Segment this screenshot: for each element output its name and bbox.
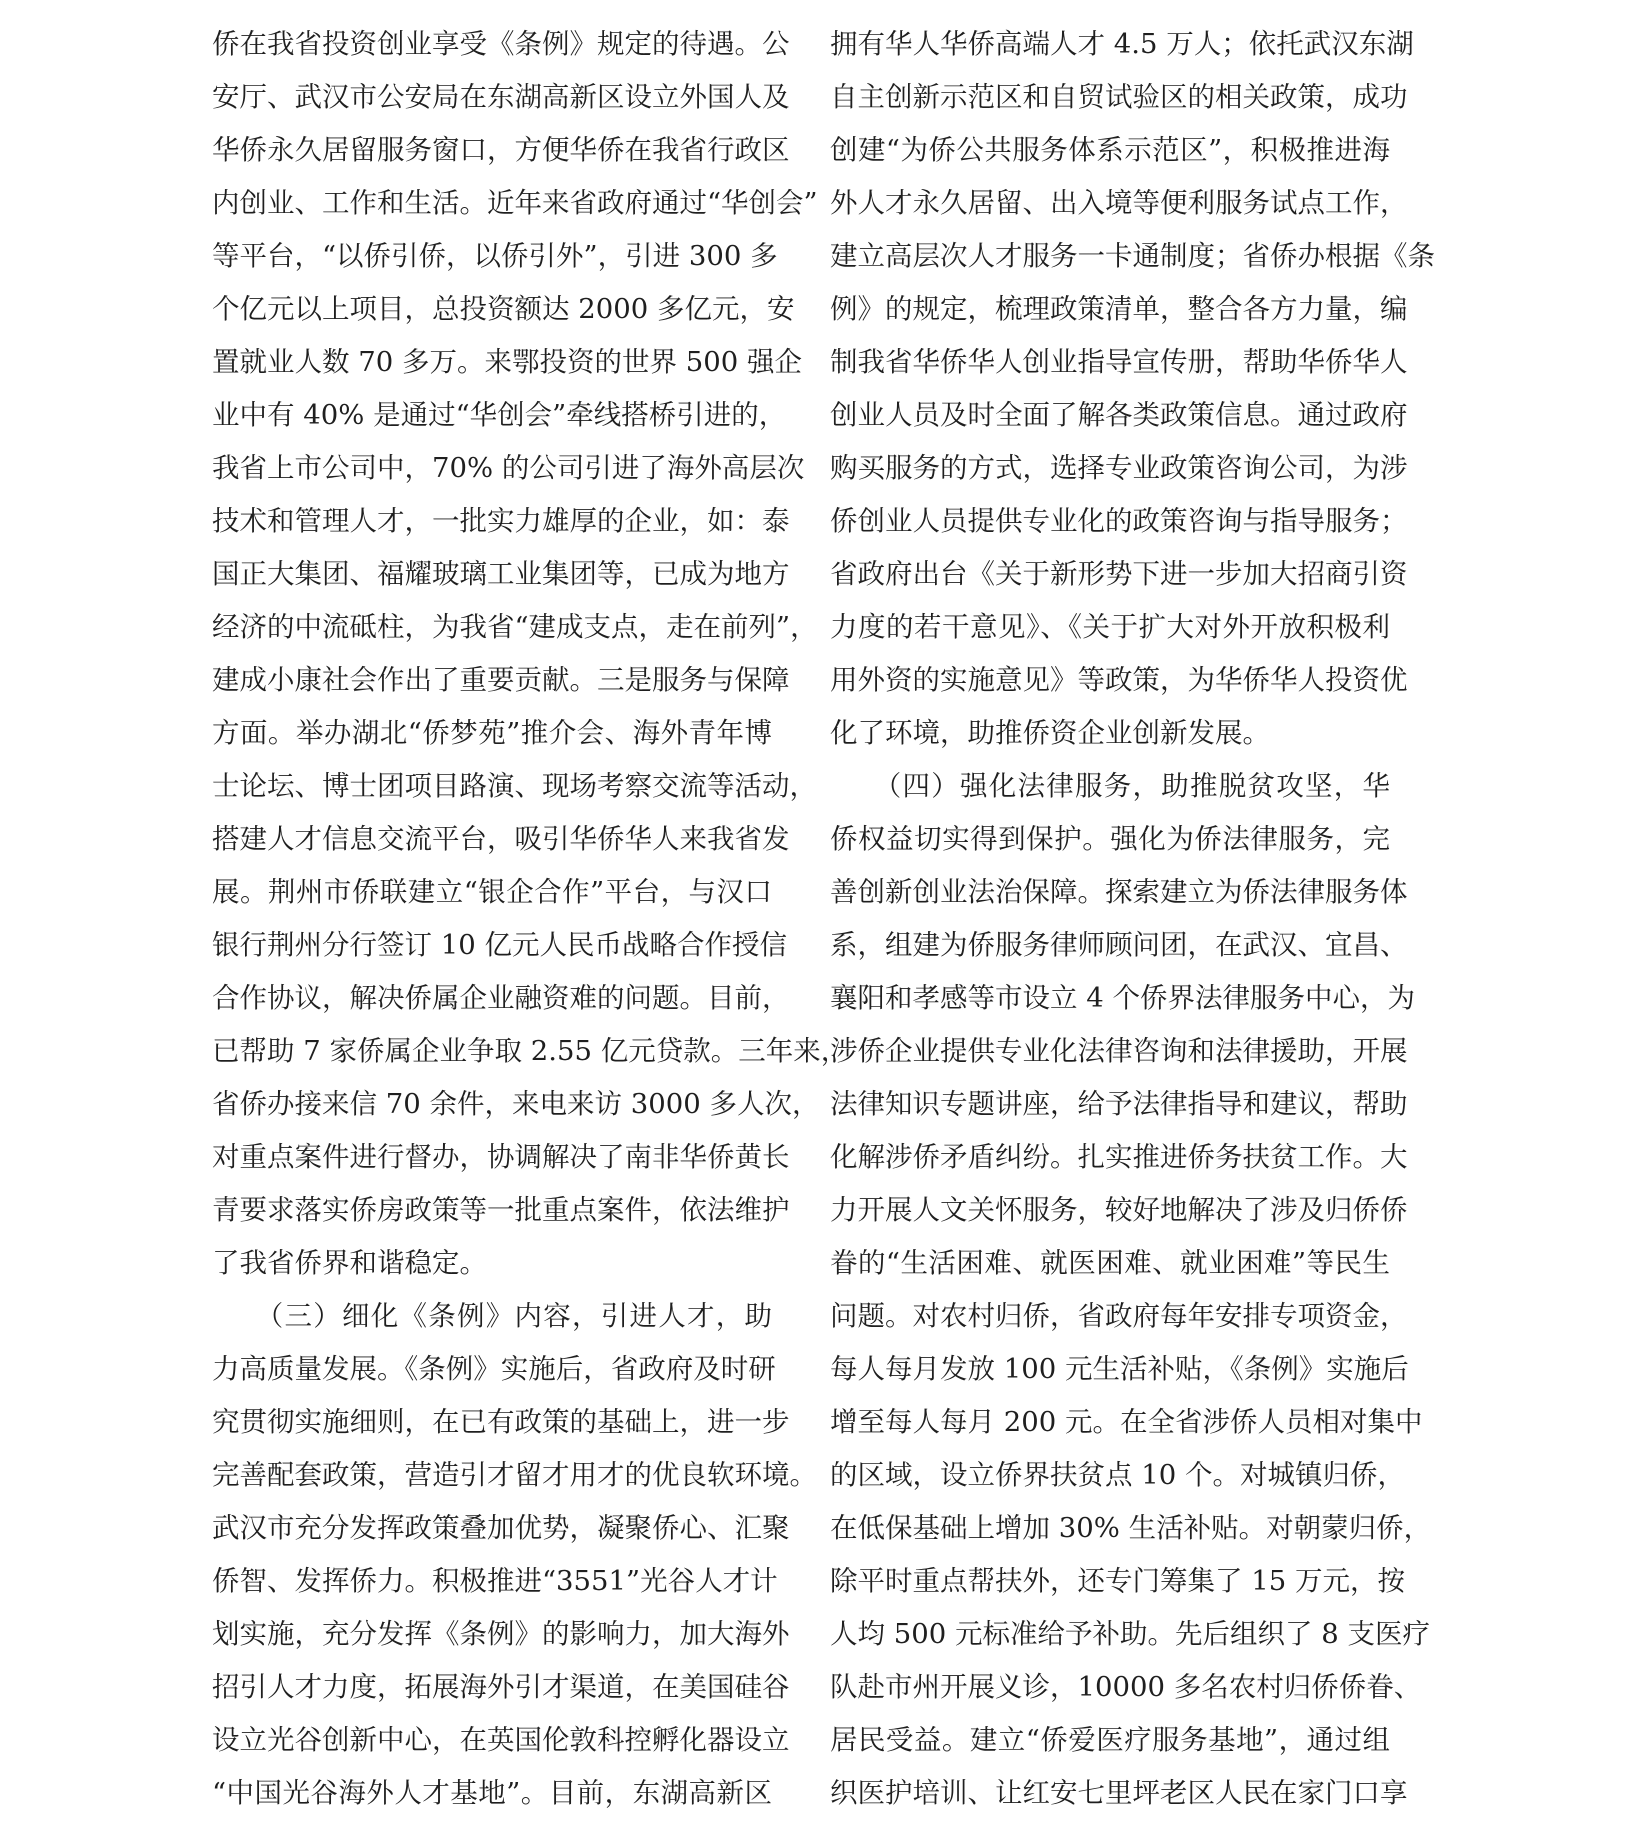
text-line: 国正大集团、福耀玻璃工业集团等，已成为地方 bbox=[212, 558, 790, 590]
text-line: 队赴市州开展义诊，10000 多名农村归侨侨眷、 bbox=[830, 1671, 1422, 1703]
text-line: 襄阳和孝感等市设立 4 个侨界法律服务中心，为 bbox=[830, 982, 1415, 1014]
text-line: 居民受益。建立“侨爱医疗服务基地”，通过组 bbox=[830, 1724, 1390, 1756]
text-line: 等平台，“以侨引侨，以侨引外”，引进 300 多 bbox=[212, 240, 778, 272]
text-line: 经济的中流砥柱，为我省“建成支点，走在前列”， bbox=[212, 611, 818, 643]
text-line: 方面。举办湖北“侨梦苑”推介会、海外青年博 bbox=[212, 717, 772, 749]
text-line: 完善配套政策，营造引才留才用才的优良软环境。 bbox=[212, 1459, 817, 1491]
text-line: 省侨办接来信 70 余件，来电来访 3000 多人次， bbox=[212, 1088, 820, 1120]
text-line: 武汉市充分发挥政策叠加优势，凝聚侨心、汇聚 bbox=[212, 1512, 790, 1544]
text-line: 力开展人文关怀服务，较好地解决了涉及归侨侨 bbox=[830, 1194, 1408, 1226]
text-line: 置就业人数 70 多万。来鄂投资的世界 500 强企 bbox=[212, 346, 802, 378]
section-heading-line: （三）细化《条例》内容，引进人才，助 bbox=[212, 1300, 772, 1332]
text-line: 创建“为侨公共服务体系示范区”，积极推进海 bbox=[830, 134, 1390, 166]
text-line: 侨在我省投资创业享受《条例》规定的待遇。公 bbox=[212, 28, 790, 60]
text-line: 合作协议，解决侨属企业融资难的问题。目前， bbox=[212, 982, 790, 1014]
text-line: 侨创业人员提供专业化的政策咨询与指导服务； bbox=[830, 505, 1408, 537]
text-line: 招引人才力度，拓展海外引才渠道，在美国硅谷 bbox=[212, 1671, 790, 1703]
text-line: 化了环境，助推侨资企业创新发展。 bbox=[830, 717, 1270, 749]
text-line: 我省上市公司中，70% 的公司引进了海外高层次 bbox=[212, 452, 805, 484]
text-line: 用外资的实施意见》等政策，为华侨华人投资优 bbox=[830, 664, 1408, 696]
text-line: “中国光谷海外人才基地”。目前，东湖高新区 bbox=[212, 1777, 772, 1809]
text-line: 设立光谷创新中心，在英国伦敦科控孵化器设立 bbox=[212, 1724, 790, 1756]
text-line: 侨智、发挥侨力。积极推进“3551”光谷人才计 bbox=[212, 1565, 778, 1597]
text-line: 外人才永久居留、出入境等便利服务试点工作， bbox=[830, 187, 1408, 219]
text-line: 士论坛、博士团项目路演、现场考察交流等活动， bbox=[212, 770, 817, 802]
text-line: 搭建人才信息交流平台，吸引华侨华人来我省发 bbox=[212, 823, 790, 855]
text-line: 自主创新示范区和自贸试验区的相关政策，成功 bbox=[830, 81, 1408, 113]
text-line: 个亿元以上项目，总投资额达 2000 多亿元，安 bbox=[212, 293, 795, 325]
text-line: 华侨永久居留服务窗口，方便华侨在我省行政区 bbox=[212, 134, 790, 166]
text-line: 例》的规定，梳理政策清单，整合各方力量，编 bbox=[830, 293, 1408, 325]
text-line: 问题。对农村归侨，省政府每年安排专项资金， bbox=[830, 1300, 1408, 1332]
text-line: 在低保基础上增加 30% 生活补贴。对朝蒙归侨， bbox=[830, 1512, 1432, 1544]
text-line: 的区域，设立侨界扶贫点 10 个。对城镇归侨， bbox=[830, 1459, 1405, 1491]
text-line: 业中有 40% 是通过“华创会”牵线搭桥引进的， bbox=[212, 399, 787, 431]
text-line: 拥有华人华侨高端人才 4.5 万人；依托武汉东湖 bbox=[830, 28, 1414, 60]
text-line: 建成小康社会作出了重要贡献。三是服务与保障 bbox=[212, 664, 790, 696]
text-line: 眷的“生活困难、就医困难、就业困难”等民生 bbox=[830, 1247, 1390, 1279]
text-line: 技术和管理人才，一批实力雄厚的企业，如：泰 bbox=[212, 505, 790, 537]
left-text-column bbox=[212, 18, 849, 1820]
right-text-column bbox=[830, 18, 1435, 1820]
text-line: 省政府出台《关于新形势下进一步加大招商引资 bbox=[830, 558, 1408, 590]
text-line: 建立高层次人才服务一卡通制度；省侨办根据《条 bbox=[830, 240, 1435, 272]
text-line: 系，组建为侨服务律师顾问团，在武汉、宜昌、 bbox=[830, 929, 1408, 961]
text-line: 力高质量发展。《条例》实施后，省政府及时研 bbox=[212, 1353, 776, 1385]
text-line: 展。荆州市侨联建立“银企合作”平台，与汉口 bbox=[212, 876, 772, 908]
text-line: 涉侨企业提供专业化法律咨询和法律援助，开展 bbox=[830, 1035, 1408, 1067]
text-line: 划实施，充分发挥《条例》的影响力，加大海外 bbox=[212, 1618, 790, 1650]
text-line: 对重点案件进行督办，协调解决了南非华侨黄长 bbox=[212, 1141, 790, 1173]
text-line: 购买服务的方式，选择专业政策咨询公司，为涉 bbox=[830, 452, 1408, 484]
text-line: 化解涉侨矛盾纠纷。扎实推进侨务扶贫工作。大 bbox=[830, 1141, 1408, 1173]
section-heading-line: （四）强化法律服务，助推脱贫攻坚，华 bbox=[830, 770, 1390, 802]
text-line: 青要求落实侨房政策等一批重点案件，依法维护 bbox=[212, 1194, 790, 1226]
text-line: 了我省侨界和谐稳定。 bbox=[212, 1247, 487, 1279]
text-line: 安厅、武汉市公安局在东湖高新区设立外国人及 bbox=[212, 81, 790, 113]
text-line: 力度的若干意见》、《关于扩大对外开放积极利 bbox=[830, 611, 1390, 643]
text-line: 增至每人每月 200 元。在全省涉侨人员相对集中 bbox=[830, 1406, 1423, 1438]
text-line: 除平时重点帮扶外，还专门筹集了 15 万元，按 bbox=[830, 1565, 1405, 1597]
text-line: 侨权益切实得到保护。强化为侨法律服务，完 bbox=[830, 823, 1390, 855]
text-line: 制我省华侨华人创业指导宣传册，帮助华侨华人 bbox=[830, 346, 1408, 378]
text-line: 人均 500 元标准给予补助。先后组织了 8 支医疗 bbox=[830, 1618, 1430, 1650]
text-line: 法律知识专题讲座，给予法律指导和建议，帮助 bbox=[830, 1088, 1408, 1120]
text-line: 每人每月发放 100 元生活补贴，《条例》实施后 bbox=[830, 1353, 1409, 1385]
text-line: 创业人员及时全面了解各类政策信息。通过政府 bbox=[830, 399, 1408, 431]
text-line: 已帮助 7 家侨属企业争取 2.55 亿元贷款。三年来， bbox=[212, 1035, 849, 1067]
text-line: 织医护培训、让红安七里坪老区人民在家门口享 bbox=[830, 1777, 1408, 1809]
text-line: 善创新创业法治保障。探索建立为侨法律服务体 bbox=[830, 876, 1408, 908]
text-line: 内创业、工作和生活。近年来省政府通过“华创会” bbox=[212, 187, 818, 219]
text-line: 银行荆州分行签订 10 亿元人民币战略合作授信 bbox=[212, 929, 787, 961]
text-line: 究贯彻实施细则，在已有政策的基础上，进一步 bbox=[212, 1406, 790, 1438]
